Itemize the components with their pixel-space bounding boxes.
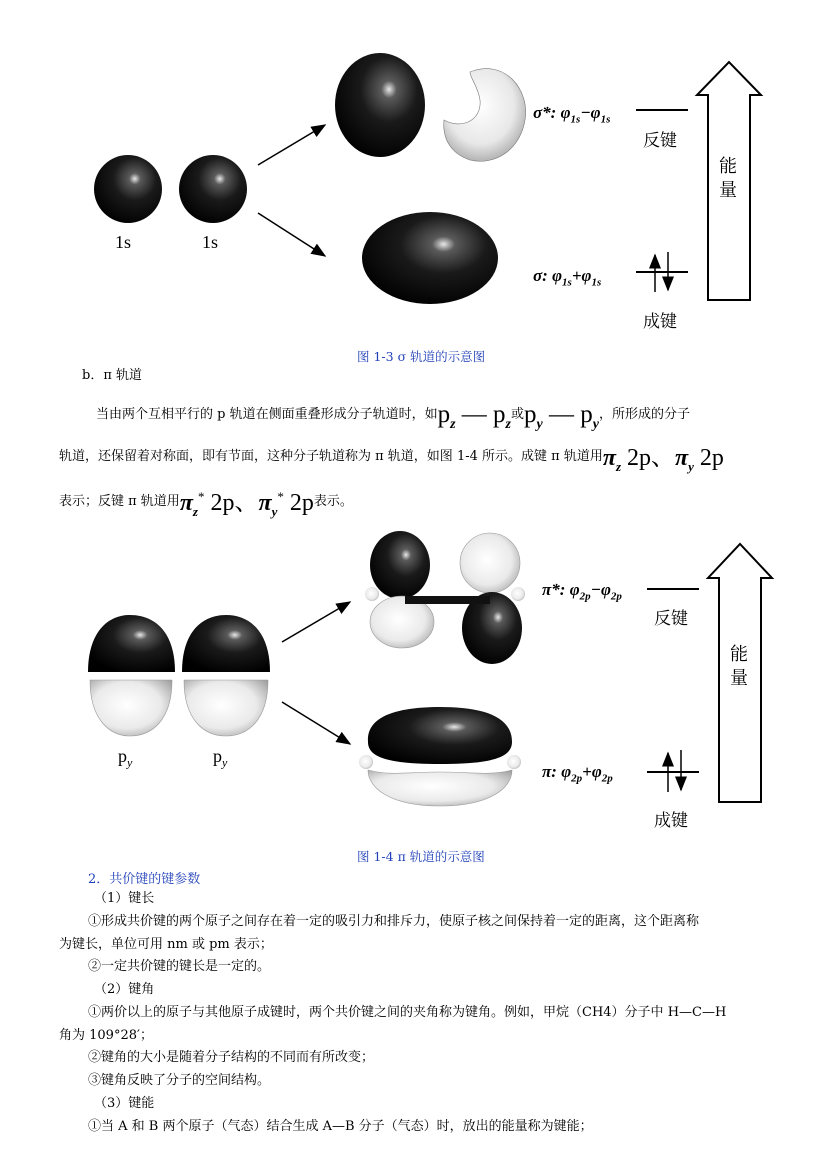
pi-bond-small-lobe-1	[359, 755, 373, 769]
subheading-bond-length: （1）键长	[94, 891, 155, 906]
arrow-to-antibond	[258, 125, 325, 165]
1s-orbital-right	[179, 155, 247, 223]
sigma-star-light-lobe	[444, 69, 526, 162]
bond-length-p2: ②一定共价键的键长是一定的。	[88, 959, 271, 974]
bond-length-p1-line1: ①形成共价键的两个原子之间存在着一定的吸引力和排斥力，使原子核之间保持着一定的距离，这个距离称	[88, 914, 700, 929]
label-py-right: $p_y$	[213, 746, 228, 770]
bond-angle-p5: ③键角反映了分子的空间结构。	[88, 1073, 271, 1088]
subheading-bond-angle: （2）键角	[94, 982, 155, 997]
section-b-heading: b．π 轨道	[82, 368, 142, 383]
bond-length-p1-line2: 为键长，单位可用 nm 或 pm 表示；	[59, 937, 273, 952]
bond-angle-p4: ②键角的大小是随着分子结构的不同而有所改变；	[88, 1050, 375, 1065]
section-b-para1: 当由两个互相平行的 p 轨道在侧面重叠形成分子轨道时，如$p_z$ — $p_z$或$p_y$ — $p_y$，所形成的分子	[96, 401, 690, 432]
pi-bond-light-lobe	[368, 770, 512, 806]
pi-bond-dark-lobe	[368, 707, 512, 764]
sigma-orbital-figure	[0, 0, 827, 345]
figure-1-3-caption: 图 1-3 σ 轨道的示意图	[357, 349, 486, 364]
sigma-bond-lobe	[362, 212, 498, 304]
bond-tag-1: 成键	[643, 312, 677, 332]
arrow-to-bond	[258, 213, 325, 256]
subheading-bond-energy: （3）键能	[94, 1096, 155, 1111]
bond-angle-p3-line1: ①两价以上的原子与其他原子成键时，两个共价键之间的夹角称为键角。例如，甲烷（CH4）分子中 H—C—H	[88, 1005, 727, 1020]
pi-formula: π: $\varphi_{2p}+\varphi_{2p}$	[542, 762, 613, 785]
py-left-top-lobe	[88, 615, 175, 672]
py-right-top-lobe	[182, 615, 270, 672]
pi-star-formula: π*: $\varphi_{2p}-\varphi_{2p}$	[542, 580, 622, 603]
figure-1-4-caption: 图 1-4 π 轨道的示意图	[357, 849, 485, 864]
energy-label-2: 能 量	[730, 644, 748, 690]
bond-angle-p3-line2: 角为 109°28′；	[59, 1028, 153, 1043]
1s-orbital-left	[94, 155, 162, 223]
section-2-heading: 2．共价键的键参数	[88, 872, 201, 887]
pi-bond-small-lobe-2	[507, 755, 521, 769]
label-py-left: $p_y$	[118, 746, 133, 770]
bond-energy-p6: ①当 A 和 B 两个原子（气态）结合生成 A—B 分子（气态）时，放出的能量称为键能；	[88, 1119, 593, 1134]
py-left-bottom-lobe	[90, 680, 172, 736]
label-1s-left: 1s	[115, 232, 132, 252]
pi-star-small-lobe-1	[365, 587, 379, 601]
antibond-tag-1: 反键	[643, 131, 677, 151]
label-1s-right: 1s	[202, 232, 219, 252]
section-b-para3: 表示；反键 π 轨道用$\pi_z^*$ 2p、$\pi_y^*$ 2p表示。	[59, 489, 353, 519]
pi-orbital-figure	[0, 520, 827, 850]
antibond-tag-2: 反键	[654, 609, 688, 629]
sigma-star-dark-lobe	[335, 53, 425, 157]
arrow-to-pi-bond	[282, 702, 350, 744]
pi-star-light-lobe-1	[460, 533, 520, 593]
energy-label-1: 能 量	[719, 156, 737, 202]
sigma-star-formula: σ*: $\varphi_{1s}-\varphi_{1s}$	[533, 103, 611, 126]
pi-star-dark-lobe-1	[370, 531, 430, 599]
bond-tag-2: 成键	[654, 811, 688, 831]
section-b-para2: 轨道，还保留着对称面，即有节面，这种分子轨道称为 π 轨道，如图 1-4 所示。成键 π 轨道用$\pi_z$ 2p、$\pi_y$ 2p	[59, 445, 724, 474]
arrow-to-pi-antibond	[282, 602, 350, 642]
sigma-formula: σ: $\varphi_{1s}+\varphi_{1s}$	[533, 266, 602, 289]
py-right-bottom-lobe	[184, 680, 268, 736]
pi-star-small-lobe-2	[511, 587, 525, 601]
pi-star-node-bar	[405, 596, 490, 604]
